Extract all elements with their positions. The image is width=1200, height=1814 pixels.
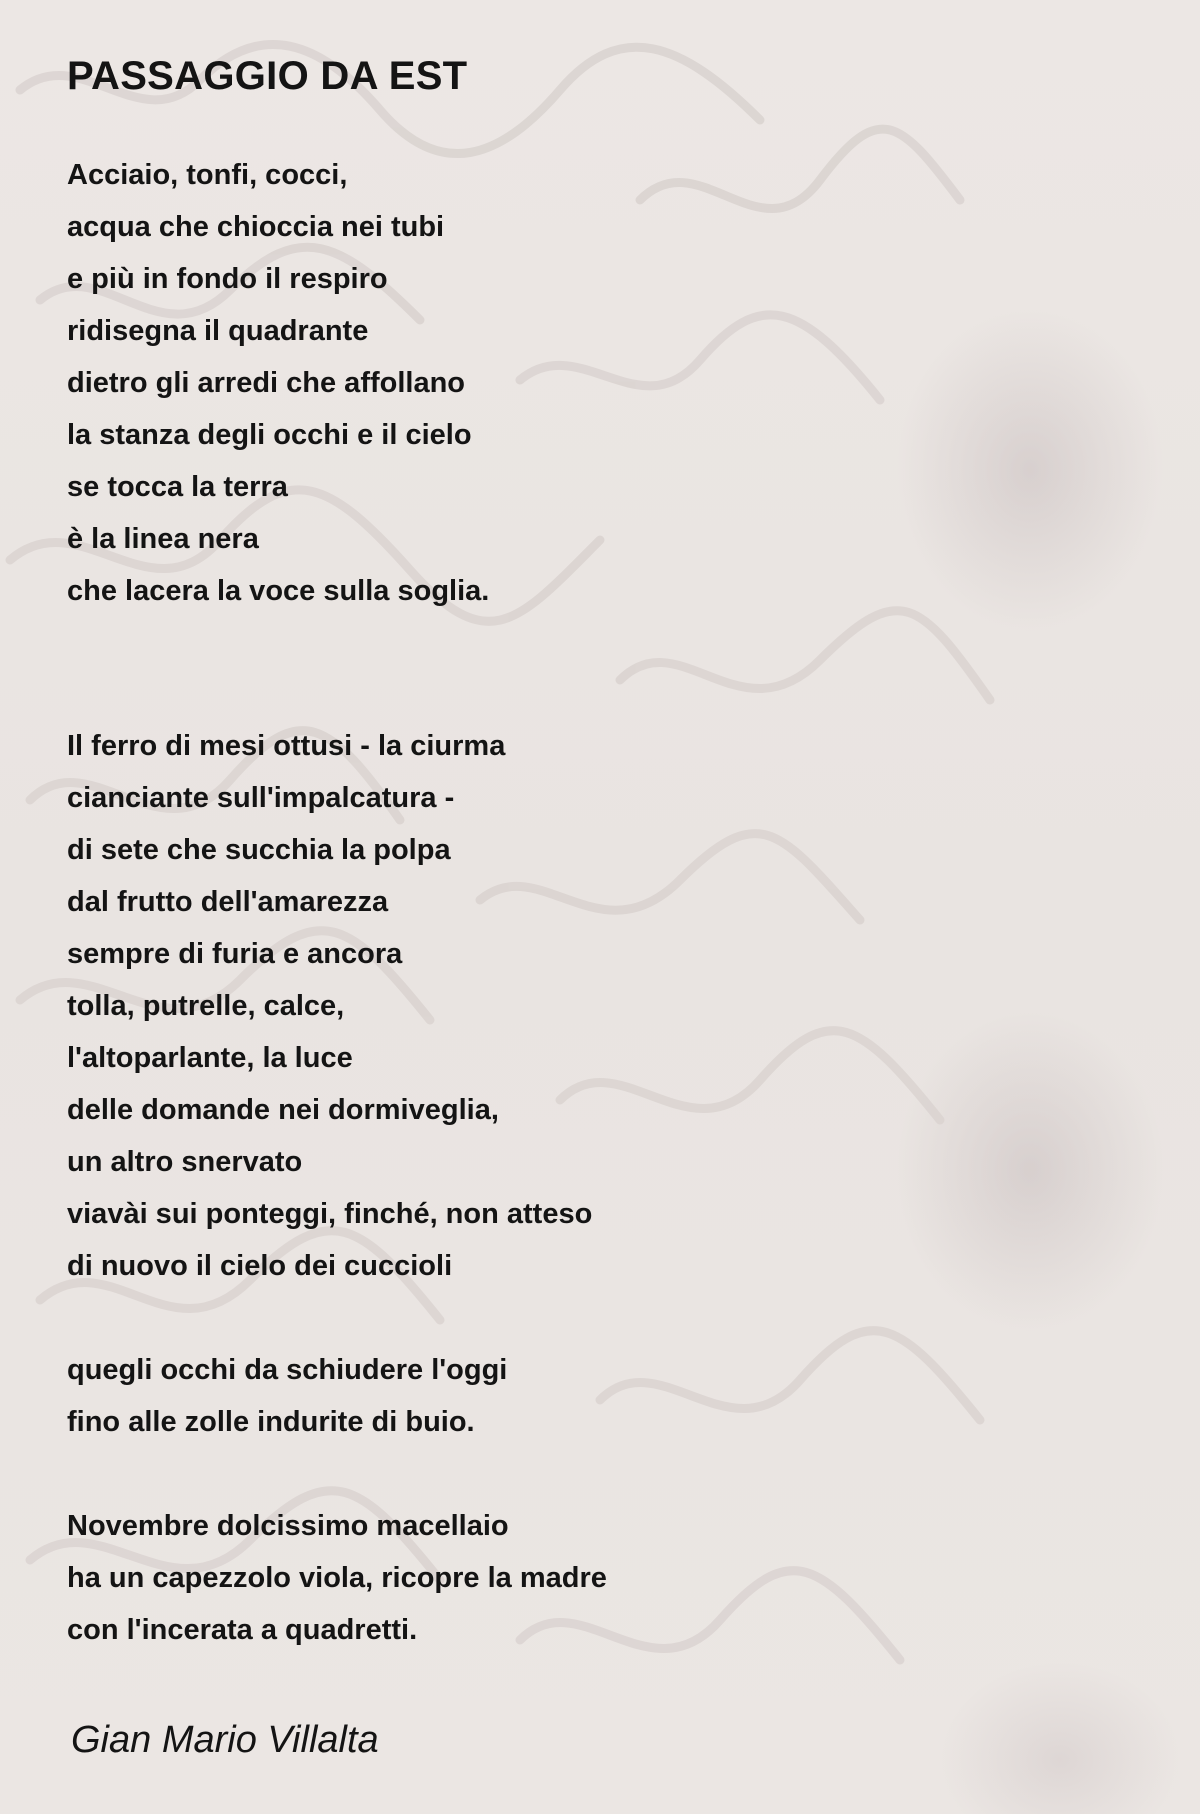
poem-line: l'altoparlante, la luce: [67, 1042, 353, 1074]
poem-line: con l'incerata a quadretti.: [67, 1614, 418, 1646]
poem-line: ha un capezzolo viola, ricopre la madre: [67, 1562, 607, 1594]
stanza-4: [67, 1500, 607, 1656]
stanza-3: [67, 1344, 507, 1448]
poem-line: quegli occhi da schiudere l'oggi: [67, 1354, 508, 1386]
poem-line: sempre di furia e ancora: [67, 938, 403, 970]
poem-line: delle domande nei dormiveglia,: [67, 1094, 499, 1126]
poem-author: Gian Mario Villalta: [71, 1719, 379, 1761]
poem-line: dietro gli arredi che affollano: [67, 367, 466, 399]
poem-line: acqua che chioccia nei tubi: [67, 211, 445, 243]
poem-line: che lacera la voce sulla soglia.: [67, 575, 490, 607]
poem-line: ridisegna il quadrante: [67, 315, 369, 347]
poem-line: dal frutto dell'amarezza: [67, 886, 389, 918]
poem-line: Il ferro di mesi ottusi - la ciurma: [67, 730, 506, 762]
poem-line: è la linea nera: [67, 523, 259, 555]
poem-line: tolla, putrelle, calce,: [67, 990, 345, 1022]
poem-line: di nuovo il cielo dei cuccioli: [67, 1250, 453, 1282]
poem-line: se tocca la terra: [67, 471, 288, 503]
poem-line: un altro snervato: [67, 1146, 303, 1178]
poem-line: cianciante sull'impalcatura -: [67, 782, 455, 814]
poem-line: e più in fondo il respiro: [67, 263, 388, 295]
poem-line: la stanza degli occhi e il cielo: [67, 419, 472, 451]
poem-title: PASSAGGIO DA EST: [67, 54, 468, 98]
poem-line: viavài sui ponteggi, finché, non atteso: [67, 1198, 593, 1230]
poem-line: Novembre dolcissimo macellaio: [67, 1510, 509, 1542]
poem-line: di sete che succhia la polpa: [67, 834, 451, 866]
poem-line: fino alle zolle indurite di buio.: [67, 1406, 475, 1438]
stanza-2: [67, 720, 592, 1292]
poem-line: Acciaio, tonfi, cocci,: [67, 159, 348, 191]
stanza-1: [67, 149, 489, 617]
